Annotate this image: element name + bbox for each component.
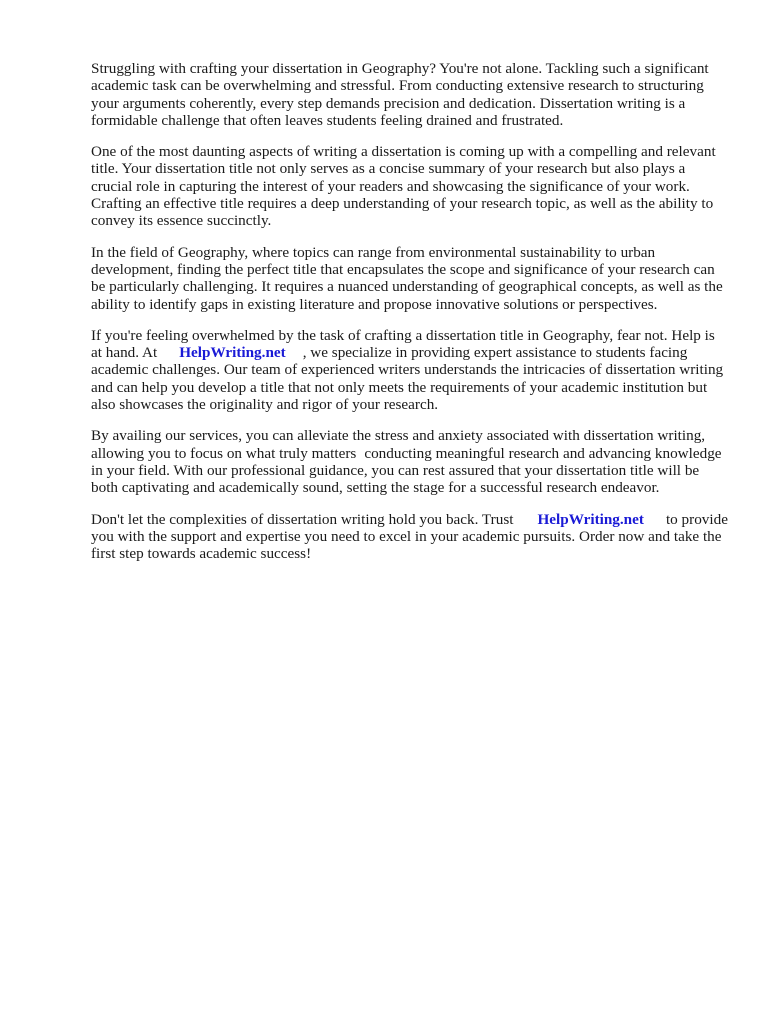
help-offer-text-after: , we specialize in providing expert assistance to students facing academic challenges. Our team of experienced writers understands the intricacies of dissertation writing and can help you develop a title that not only meets the requirements of your academic institution but also showcases the originality and rigor of your research. (91, 344, 724, 414)
paragraph-help-offer (91, 327, 729, 413)
paragraph-geography-field: In the field of Geography, where topics can range from environmental sustainability to urban development, finding the perfect title that encapsulates the scope and significance of your research can be particularly challenging. It requires a nuanced understanding of geographical concepts, as well as the ability to identify gaps in existing literature and propose innovative solutions or perspectives. (91, 243, 723, 313)
helpwriting-link[interactable]: HelpWriting.net (537, 510, 644, 528)
paragraph-closing (91, 511, 729, 563)
services-text-after: conducting meaningful research and advancing knowledge in your field. With our professional guidance, you can rest assured that your dissertation title will be both captivating and academically sound, setting the stage for a successful research endeavor. (91, 444, 722, 497)
closing-text-before: Don't let the complexities of dissertation writing hold you back. Trust (91, 510, 514, 528)
paragraph-intro: Struggling with crafting your dissertation in Geography? You're not alone. Tackling such a significant academic task can be overwhelming and stressful. From conducting extensive research to structuring your arguments coherently, every step demands precision and dedication. Dissertation writing is a formidable challenge that often leaves students feeling drained and frustrated. (91, 60, 709, 129)
paragraph-services (91, 427, 729, 496)
paragraph-title-challenge: One of the most daunting aspects of writing a dissertation is coming up with a compelling and relevant title. Your dissertation title not only serves as a concise summary of your research but also plays a crucial role in capturing the interest of your readers and showcasing the significance of your work. Crafting an effective title requires a deep understanding of your research topic, as well as the ability to convey its essence succinctly. (91, 143, 716, 230)
help-offer-text-before: If you're feeling overwhelmed by the task of crafting a dissertation title in Geography, fear not. Help is at hand. At (91, 326, 715, 362)
document-body (91, 60, 729, 576)
services-text-before: By availing our services, you can alleviate the stress and anxiety associated with dissertation writing, allowing you to focus on what truly matters (91, 427, 706, 462)
closing-text-after: to provide you with the support and expertise you need to excel in your academic pursuits. Order now and take the first step towards academic success! (91, 510, 728, 563)
helpwriting-link[interactable]: HelpWriting.net (179, 344, 286, 362)
